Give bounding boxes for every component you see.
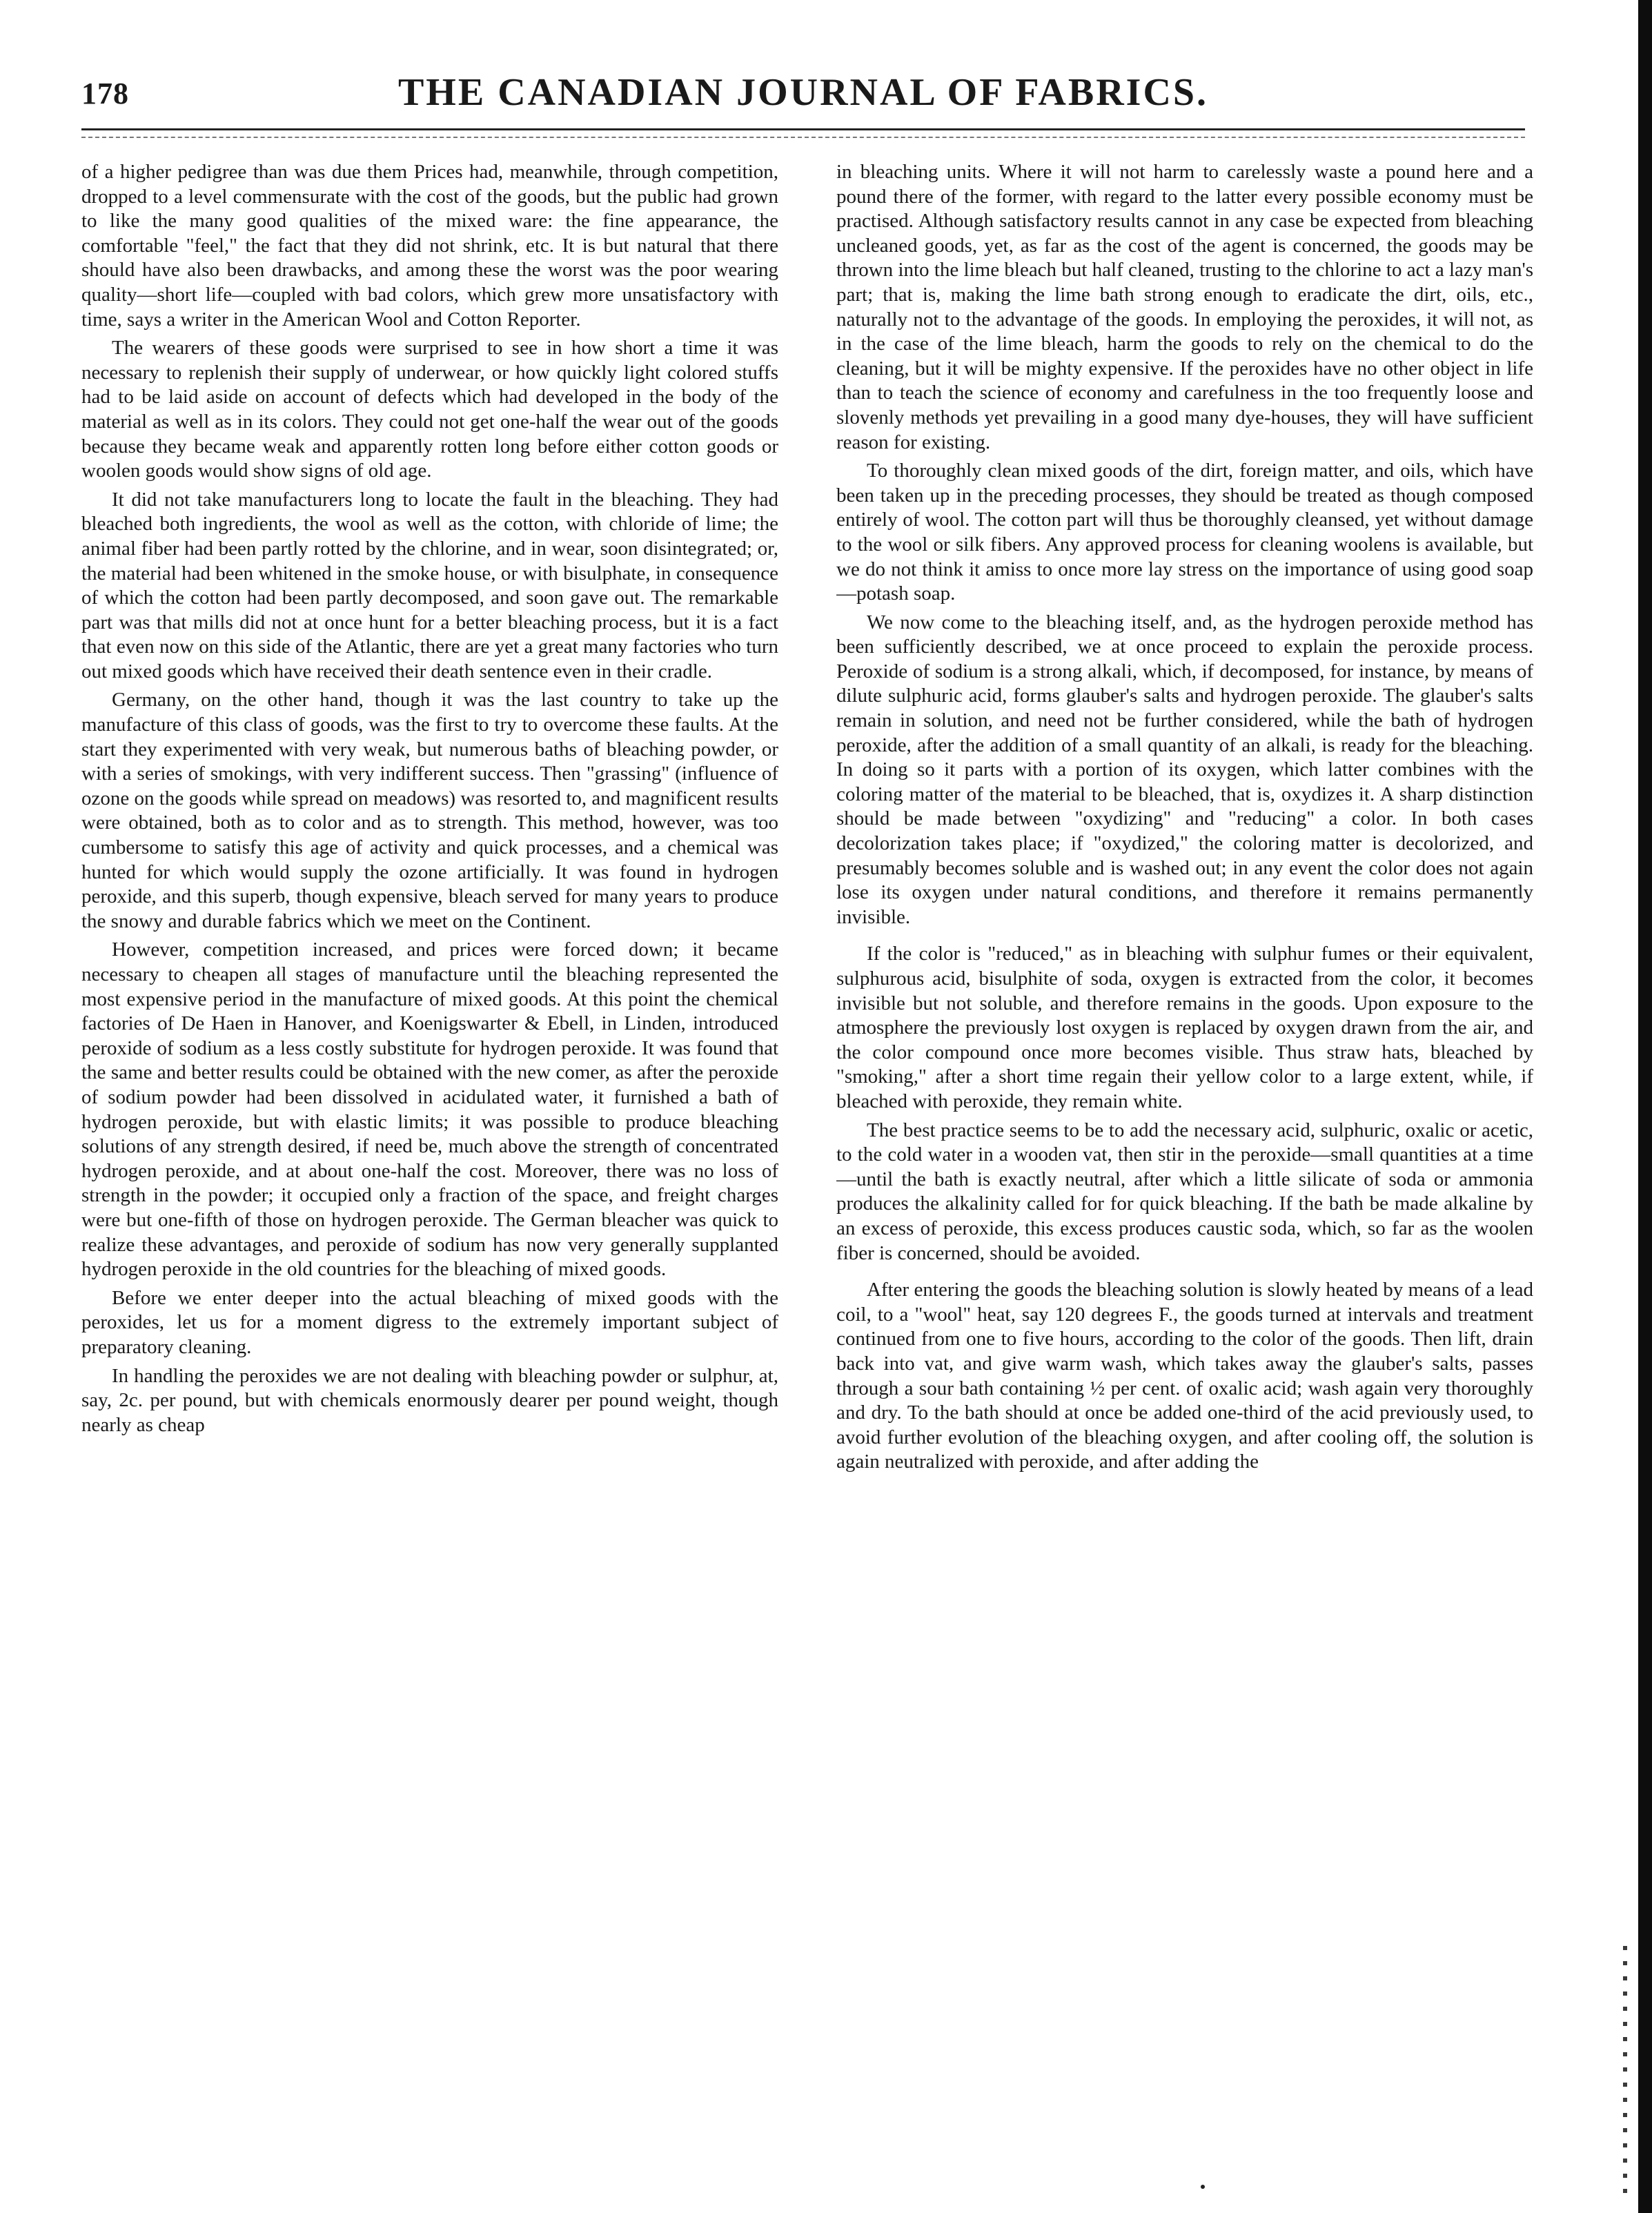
paragraph: If the color is "reduced," as in bleaching with sulphur fumes or their equivalent, sulphurous acid, bisulphite of soda, oxygen is extracted from the color, it becomes invisible but not soluble, and therefore remains in the goods. Upon exposure to the atmosphere the previously lost oxygen is replaced by oxygen drawn from the air, and the color compound once more becomes visible. Thus straw hats, bleached by "smoking," after a short time regain their yellow color to a large extent, while, if bleached with peroxide, they remain white. bbox=[836, 943, 1533, 1112]
paragraph: In handling the peroxides we are not dealing with bleaching powder or sulphur, at, say, 2c. per pound, but with chemicals enormously dearer per pound weight, though nearly as cheap bbox=[81, 1364, 778, 1436]
scan-dot bbox=[1201, 2185, 1205, 2189]
paragraph: in bleaching units. Where it will not harm to carelessly waste a pound here and a pound there of the former, with regard to the latter every possible economy must be practised. Although satisfactory results cannot in any case be expected from bleaching uncleaned goods, yet, as far as the cost of the agent is concerned, the goods may be thrown into the lime bleach but half cleaned, trusting to the chlorine to act a lazy man's part; that is, making the lime bath strong enough to eradicate the dirt, oils, etc., naturally not to the advantage of the goods. In employing the peroxides, it will not, as in the case of the lime bleach, harm the goods to rely on the chemical to do the cleaning, but it will be mighty expensive. If the peroxides have no other object in life than to teach the science of economy and carefulness in the too frequently loose and slovenly methods yet prevailing in a good many dye-houses, they will have sufficient reason for existing. bbox=[836, 161, 1533, 453]
header-rule-secondary bbox=[81, 137, 1525, 138]
paragraph: However, competition increased, and prices were forced down; it became necessary to cheapen all stages of manufacture until the bleaching represented the most expensive period in the manufacture of mixed goods. At this point the chemical factories of De Haen in Hanover, and Koenigswarter & Ebell, in Linden, introduced peroxide of sodium as a less costly substitute for hydrogen peroxide. It was found that the same and better results could be obtained with the new comer, as after the peroxide of sodium powder had been dissolved in acidulated water, it furnished a bath of hydrogen peroxide, but with elastic limits; it was possible to produce bleaching solutions of any strength desired, if need be, much above the strength of concentrated hydrogen peroxide, and at about one-half the cost. Moreover, there was no loss of strength in the powder; it occupied only a fraction of the space, and freight charges were but one-fifth of those on hydrogen peroxide. The German bleacher was quick to realize these advantages, and peroxide of sodium has now very generally supplanted hydrogen peroxide in the old countries for the bleaching of mixed goods. bbox=[81, 938, 778, 1281]
page-edge-shadow bbox=[1638, 0, 1652, 2213]
paragraph: We now come to the bleaching itself, and, as the hydrogen peroxide method has been sufficiently described, we at once proceed to explain the peroxide process. Peroxide of sodium is a strong alkali, which, if decomposed, for instance, by means of dilute sulphuric acid, forms glauber's salts and hydrogen peroxide. The glauber's salts remain in solution, and need not be further considered, while the bath of hydrogen peroxide, after the addition of a small quantity of an alkali, is ready for the bleaching. In doing so it parts with a portion of its oxygen, which latter combines with the coloring matter of the material to be bleached, that is, oxydizes it. A sharp distinction should be made between "oxydizing" and "reducing" a color. In both cases decolorization takes place; if "oxydized," the coloring matter is decolorized, and presumably becomes soluble and is washed out; in any event the color does not again lose its oxygen under natural conditions, and therefore it remains permanently invisible. bbox=[836, 611, 1533, 928]
paragraph: After entering the goods the bleaching solution is slowly heated by means of a lead coil, to a "wool" heat, say 120 degrees F., the goods turned at intervals and treatment continued from one to five hours, according to the color of the goods. Then lift, drain back into vat, and give warm wash, which takes away the glauber's salts, passes through a sour bath containing ½ per cent. of oxalic acid; wash again very thoroughly and dry. To the bath should at once be added one-third of the acid previously used, to avoid further evolution of the bleaching oxygen, and after cooling off, the solution is again neutralized with peroxide, and after adding the bbox=[836, 1279, 1533, 1473]
paragraph: of a higher pedigree than was due them Prices had, meanwhile, through competition, dropped to a level commensurate with the cost of the goods, but the public had grown to like the many good qualities of the mixed ware: the fine appearance, the comfortable "feel," the fact that they did not shrink, etc. It is but natural that there should have also been drawbacks, and among these the worst was the poor wearing quality—short life—coupled with bad colors, which grew more unsatisfactory with time, says a writer in the American Wool and Cotton Reporter. bbox=[81, 161, 778, 331]
paragraph: The wearers of these goods were surprised to see in how short a time it was necessary to replenish their supply of underwear, or how quickly light colored stuffs had to be laid aside on account of defects which had developed in the body of the material as well as in its colors. They could not get one-half the wear out of the goods because they became weak and apparently rotten long before either cotton goods or woolen goods would show signs of old age. bbox=[81, 337, 778, 482]
paragraph: Germany, on the other hand, though it was the last country to take up the manufacture of this class of goods, was the first to try to overcome these faults. At the start they experimented with very weak, but numerous baths of bleaching powder, or with a series of smokings, with very indifferent success. Then "grassing" (influence of ozone on the goods while spread on meadows) was resorted to, and magnificent results were obtained, both as to color and as to strength. This method, however, was too cumbersome to satisfy this age of activity and quick processes, and a chemical was hunted for which would supply the ozone artificially. It was found in hydrogen peroxide, and this superb, though expensive, bleach served for many years to produce the snowy and durable fabrics which we meet on the Continent. bbox=[81, 689, 778, 932]
page-number: 178 bbox=[81, 77, 129, 110]
paragraph: To thoroughly clean mixed goods of the dirt, foreign matter, and oils, which have been taken up in the preceding processes, they should be treated as though composed entirely of wool. The cotton part will thus be thoroughly cleansed, yet without damage to the wool or silk fibers. Any approved process for cleaning woolens is available, but we do not think it amiss to once more lay stress on the importance of using good soap—potash soap. bbox=[836, 460, 1533, 605]
journal-title: THE CANADIAN JOURNAL OF FABRICS. bbox=[397, 71, 1209, 114]
paragraph: The best practice seems to be to add the necessary acid, sulphuric, oxalic or acetic, to the cold water in a wooden vat, then stir in the peroxide—small quantities at a time—until the bath is exactly neutral, after which a little silicate of soda or ammonia produces the alkalinity called for for quick bleaching. If the bath be made alkaline by an excess of peroxide, this excess produces caustic soda, which, so far as the woolen fiber is concerned, should be avoided. bbox=[836, 1119, 1533, 1264]
paragraph: It did not take manufacturers long to locate the fault in the bleaching. They had bleached both ingredients, the wool as well as the cotton, with chloride of lime; the animal fiber had been partly rotted by the chlorine, and in wear, soon disintegrated; or, the material had been whitened in the smoke house, or with bisulphate, in consequence of which the cotton had been partly decomposed, and soon gave out. The remarkable part was that mills did not at once hunt for a better bleaching process, but it is a fact that even now on this side of the Atlantic, there are yet a great many factories who turn out mixed goods which have received their death sentence even in their cradle. bbox=[81, 488, 778, 682]
right-column bbox=[836, 160, 1533, 2161]
header-rule bbox=[81, 128, 1525, 130]
page-header bbox=[81, 70, 1525, 132]
paragraph: Before we enter deeper into the actual bleaching of mixed goods with the peroxides, let us for a moment digress to the extremely important subject of preparatory cleaning. bbox=[81, 1286, 778, 1358]
scan-specks bbox=[1623, 1946, 1627, 2194]
left-column bbox=[81, 160, 778, 2161]
